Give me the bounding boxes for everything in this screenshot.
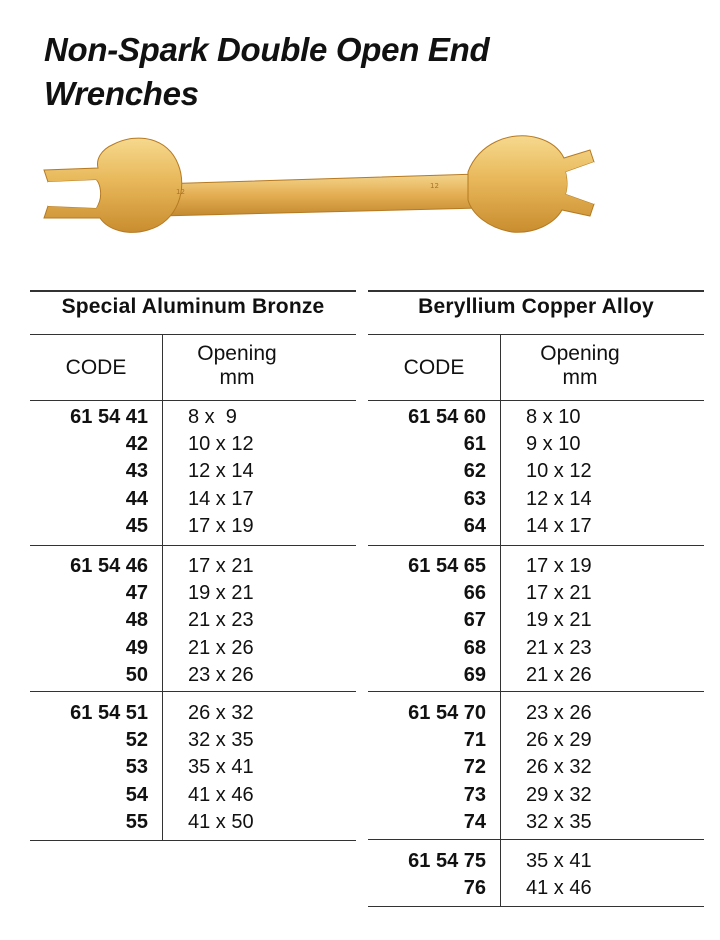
- opening-header-label: Opening: [197, 342, 277, 365]
- opening-cell: 21 x 26: [188, 636, 254, 659]
- table-row: [368, 754, 704, 781]
- opening-header-unit: mm: [219, 366, 255, 389]
- opening-cell: 29 x 32: [526, 783, 592, 806]
- table-row: [368, 700, 704, 727]
- table-row: [30, 553, 356, 580]
- code-cell: 61 54 75: [408, 850, 486, 872]
- code-cell: 61: [463, 433, 486, 456]
- opening-cell: 41 x 50: [188, 810, 254, 833]
- opening-cell: 10 x 12: [526, 460, 592, 483]
- table-row: [368, 580, 704, 607]
- table-row: [30, 635, 356, 662]
- opening-cell: 21 x 23: [188, 609, 254, 632]
- table-row: [368, 662, 704, 689]
- table-row: [30, 607, 356, 634]
- opening-cell: 19 x 21: [188, 582, 254, 605]
- code-header: CODE: [65, 356, 127, 379]
- table-row: [30, 782, 356, 809]
- code-cell: 69: [463, 663, 486, 686]
- opening-cell: 21 x 26: [526, 663, 592, 686]
- table-row: [30, 700, 356, 727]
- heading-rule: [368, 334, 704, 335]
- table-heading: Special Aluminum Bronze: [61, 295, 325, 318]
- opening-cell: 41 x 46: [526, 877, 592, 900]
- opening-cell: 8 x 10: [526, 406, 581, 428]
- opening-header: [500, 342, 660, 390]
- opening-cell: 8 x 9: [188, 406, 237, 428]
- code-cell: 61 54 60: [408, 406, 486, 428]
- wrench-icon: [38, 122, 598, 262]
- code-cell: 72: [463, 756, 486, 779]
- opening-cell: 14 x 17: [526, 514, 592, 537]
- code-cell: 55: [125, 810, 148, 833]
- opening-cell: 17 x 19: [188, 514, 254, 537]
- table-row: [368, 809, 704, 836]
- code-cell: 53: [125, 756, 148, 779]
- opening-cell: 35 x 41: [526, 850, 592, 872]
- table-row: [368, 635, 704, 662]
- svg-text:12: 12: [176, 188, 185, 196]
- code-cell: 76: [463, 877, 486, 900]
- group-rule: [30, 545, 356, 546]
- table-row: [30, 809, 356, 836]
- code-cell: 52: [125, 729, 148, 752]
- opening-header-label: Opening: [540, 342, 620, 365]
- opening-cell: 32 x 35: [188, 729, 254, 752]
- table-row: [30, 662, 356, 689]
- code-cell: 50: [125, 663, 148, 686]
- table-row: [368, 404, 704, 431]
- table-bottom-rule: [30, 840, 356, 841]
- table-row: [368, 513, 704, 540]
- opening-cell: 17 x 21: [188, 555, 254, 577]
- table-row: [368, 431, 704, 458]
- opening-cell: 19 x 21: [526, 609, 592, 632]
- opening-cell: 14 x 17: [188, 487, 254, 510]
- code-cell: 74: [463, 810, 486, 833]
- code-cell: 73: [463, 783, 486, 806]
- table-top-rule: [368, 290, 704, 292]
- table-row: [368, 848, 704, 875]
- table-row: [368, 553, 704, 580]
- table-row: [368, 727, 704, 754]
- code-cell: 62: [463, 460, 486, 483]
- opening-cell: 26 x 29: [526, 729, 592, 752]
- table-row: [30, 513, 356, 540]
- header-rule: [368, 400, 704, 401]
- table-row: [368, 458, 704, 485]
- code-cell: 68: [463, 636, 486, 659]
- title-line-2: Wrenches: [44, 75, 199, 112]
- opening-cell: 41 x 46: [188, 783, 254, 806]
- table-row: [30, 580, 356, 607]
- code-cell: 49: [125, 636, 148, 659]
- code-cell: 66: [463, 582, 486, 605]
- table-row: [30, 431, 356, 458]
- opening-header: [162, 342, 312, 390]
- code-cell: 67: [463, 609, 486, 632]
- opening-cell: 12 x 14: [188, 460, 254, 483]
- opening-cell: 9 x 10: [526, 433, 581, 456]
- code-cell: 61 54 41: [70, 406, 148, 428]
- code-cell: 61 54 46: [70, 555, 148, 577]
- table-row: [30, 404, 356, 431]
- page-title: [44, 28, 489, 116]
- opening-cell: 35 x 41: [188, 756, 254, 779]
- group-rule: [368, 691, 704, 692]
- code-cell: 48: [125, 609, 148, 632]
- opening-cell: 23 x 26: [526, 702, 592, 724]
- opening-cell: 23 x 26: [188, 663, 254, 686]
- opening-cell: 12 x 14: [526, 487, 592, 510]
- table-row: [368, 486, 704, 513]
- table-heading: Beryllium Copper Alloy: [418, 295, 654, 318]
- opening-cell: 17 x 21: [526, 582, 592, 605]
- table-row: [30, 486, 356, 513]
- table-row: [30, 727, 356, 754]
- opening-cell: 26 x 32: [188, 702, 254, 724]
- table-row: [368, 782, 704, 809]
- code-cell: 43: [125, 460, 148, 483]
- opening-cell: 26 x 32: [526, 756, 592, 779]
- table-row: [368, 875, 704, 902]
- code-cell: 42: [125, 433, 148, 456]
- opening-cell: 17 x 19: [526, 555, 592, 577]
- code-cell: 71: [463, 729, 486, 752]
- code-cell: 47: [125, 582, 148, 605]
- opening-header-unit: mm: [562, 366, 598, 389]
- group-rule: [368, 839, 704, 840]
- table-top-rule: [30, 290, 356, 292]
- table-row: [30, 754, 356, 781]
- table-row: [368, 607, 704, 634]
- opening-cell: 32 x 35: [526, 810, 592, 833]
- table-row: [30, 458, 356, 485]
- code-cell: 61 54 65: [408, 555, 486, 577]
- code-cell: 61 54 51: [70, 702, 148, 724]
- code-cell: 54: [125, 783, 148, 806]
- code-cell: 45: [125, 514, 148, 537]
- group-rule: [368, 545, 704, 546]
- opening-cell: 21 x 23: [526, 636, 592, 659]
- code-cell: 44: [125, 487, 148, 510]
- code-cell: 64: [463, 514, 486, 537]
- group-rule: [30, 691, 356, 692]
- svg-text:12: 12: [430, 182, 439, 190]
- heading-rule: [30, 334, 356, 335]
- code-cell: 63: [463, 487, 486, 510]
- code-header: CODE: [403, 356, 465, 379]
- opening-cell: 10 x 12: [188, 433, 254, 456]
- code-cell: 61 54 70: [408, 702, 486, 724]
- header-rule: [30, 400, 356, 401]
- table-bottom-rule: [368, 906, 704, 907]
- title-line-1: Non-Spark Double Open End: [44, 31, 490, 68]
